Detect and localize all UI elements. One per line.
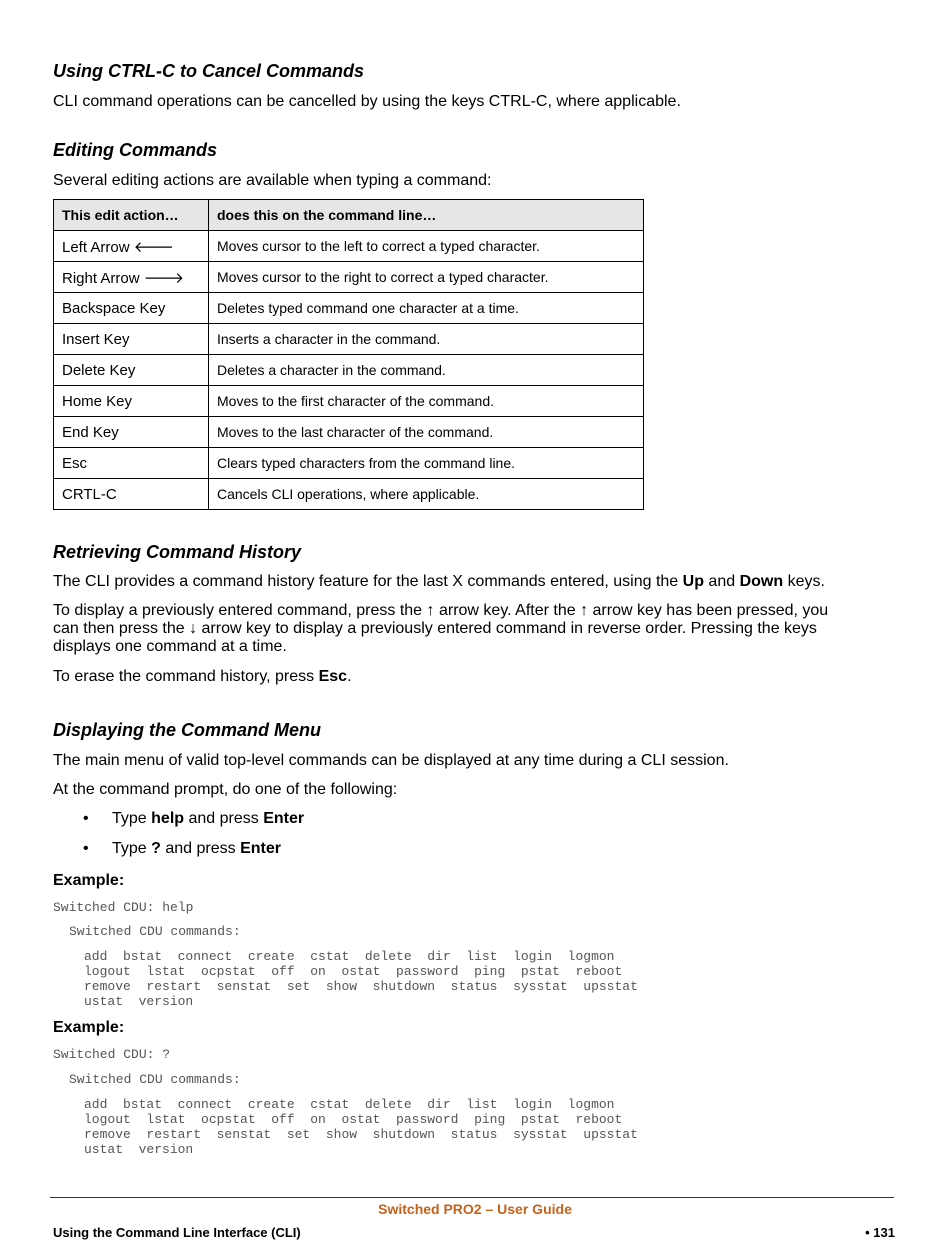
history-p2-line-3: displays one command at a time. — [53, 638, 287, 655]
footer-divider — [50, 1197, 894, 1198]
edit-effect-cell: Moves to the last character of the command. — [209, 417, 644, 448]
edit-action-cell: Esc — [54, 448, 209, 479]
history-paragraph-2 — [53, 602, 828, 656]
up-key-label: Up — [682, 573, 704, 590]
example-label-1: Example: — [53, 872, 125, 889]
example-2-line-4: ustat version — [84, 1142, 194, 1157]
edit-action-cell: Home Key — [54, 386, 209, 417]
history-p1-text-a: The CLI provides a command history feature for the last X commands entered, using the — [53, 573, 683, 590]
table-row — [54, 231, 644, 262]
bullet-1-text-a: Type — [112, 810, 152, 827]
example-1-line-3: remove restart senstat set show shutdown status sysstat upsstat — [84, 979, 638, 994]
edit-effect-cell: Moves to the first character of the command. — [209, 386, 644, 417]
heading-command-history: Retrieving Command History — [53, 542, 302, 562]
menu-paragraph-1: The main menu of valid top-level commands can be displayed at any time during a CLI session. — [53, 752, 729, 769]
down-key-label: Down — [739, 573, 784, 590]
edit-effect-cell: Inserts a character in the command. — [209, 324, 644, 355]
edit-actions-table — [53, 199, 644, 510]
page-number: • 131 — [865, 1225, 895, 1240]
editing-intro: Several editing actions are available when typing a command: — [53, 172, 492, 189]
menu-paragraph-2: At the command prompt, do one of the following: — [53, 781, 398, 798]
footer-title: Switched PRO2 – User Guide — [378, 1201, 572, 1217]
edit-effect-cell: Deletes a character in the command. — [209, 355, 644, 386]
example-2-prompt: Switched CDU: ? — [53, 1047, 171, 1062]
table-header-action: This edit action… — [54, 200, 209, 231]
table-row — [54, 417, 644, 448]
edit-action-cell: Delete Key — [54, 355, 209, 386]
history-p1-text-b: and — [703, 573, 740, 590]
history-p3-text-a: To erase the command history, press — [53, 668, 319, 685]
bullet-2-text-b: and press — [160, 840, 241, 857]
example-2-subhead: Switched CDU commands: — [69, 1072, 241, 1087]
example-2-line-2: logout lstat ocpstat off on ostat password ping pstat reboot — [84, 1112, 623, 1127]
help-command: help — [151, 810, 185, 827]
table-row — [54, 448, 644, 479]
example-1-line-4: ustat version — [84, 994, 194, 1009]
example-label-2: Example: — [53, 1019, 125, 1036]
heading-command-menu: Displaying the Command Menu — [53, 720, 322, 740]
example-1-prompt: Switched CDU: help — [53, 900, 194, 915]
example-2-line-1: add bstat connect create cstat delete dir list login logmon — [84, 1097, 615, 1112]
list-item — [53, 810, 304, 840]
table-row — [54, 324, 644, 355]
example-1-line-1: add bstat connect create cstat delete dir list login logmon — [84, 949, 615, 964]
example-2-line-3: remove restart senstat set show shutdown status sysstat upsstat — [84, 1127, 638, 1142]
enter-key-label: Enter — [240, 840, 281, 857]
table-row — [54, 355, 644, 386]
history-p2-line-2: can then press the ↓ arrow key to display a previously entered command in reverse order. Pressing the keys — [53, 620, 817, 637]
example-1-line-2: logout lstat ocpstat off on ostat password ping pstat reboot — [84, 964, 623, 979]
list-item — [53, 840, 304, 870]
edit-action-cell: Right Arrow 🡒 — [54, 262, 209, 293]
table-row — [54, 293, 644, 324]
edit-action-cell: Backspace Key — [54, 293, 209, 324]
esc-key-label: Esc — [318, 668, 348, 685]
example-1-subhead: Switched CDU commands: — [69, 924, 241, 939]
example-2-command-list — [84, 1097, 638, 1157]
question-command: ? — [151, 840, 161, 857]
ctrl-c-body: CLI command operations can be cancelled by using the keys CTRL-C, where applicable. — [53, 93, 681, 110]
history-p1-text-c: keys. — [783, 573, 825, 590]
edit-action-cell: End Key — [54, 417, 209, 448]
table-row — [54, 386, 644, 417]
footer-section-name: Using the Command Line Interface (CLI) — [53, 1225, 301, 1240]
edit-effect-cell: Moves cursor to the left to correct a typed character. — [209, 231, 644, 262]
history-p3-text-b: . — [347, 668, 352, 685]
heading-editing-commands: Editing Commands — [53, 140, 218, 160]
history-paragraph-3 — [53, 668, 352, 686]
table-row — [54, 479, 644, 510]
edit-effect-cell: Clears typed characters from the command line. — [209, 448, 644, 479]
bullet-1-text-b: and press — [184, 810, 264, 827]
edit-action-cell: CRTL-C — [54, 479, 209, 510]
menu-bullet-list — [53, 810, 304, 870]
bullet-2-text-a: Type — [112, 840, 152, 857]
history-paragraph-1 — [53, 573, 825, 591]
table-header-row — [54, 200, 644, 231]
enter-key-label: Enter — [263, 810, 305, 827]
table-row — [54, 262, 644, 293]
heading-ctrl-c: Using CTRL-C to Cancel Commands — [53, 61, 365, 81]
edit-effect-cell: Moves cursor to the right to correct a typed character. — [209, 262, 644, 293]
edit-effect-cell: Cancels CLI operations, where applicable. — [209, 479, 644, 510]
edit-effect-cell: Deletes typed command one character at a time. — [209, 293, 644, 324]
edit-action-cell: Left Arrow 🡐 — [54, 231, 209, 262]
example-1-command-list — [84, 949, 638, 1009]
edit-action-cell: Insert Key — [54, 324, 209, 355]
history-p2-line-1: To display a previously entered command, press the ↑ arrow key. After the ↑ arrow key has been pressed, you — [53, 602, 829, 619]
table-header-effect: does this on the command line… — [209, 200, 644, 231]
